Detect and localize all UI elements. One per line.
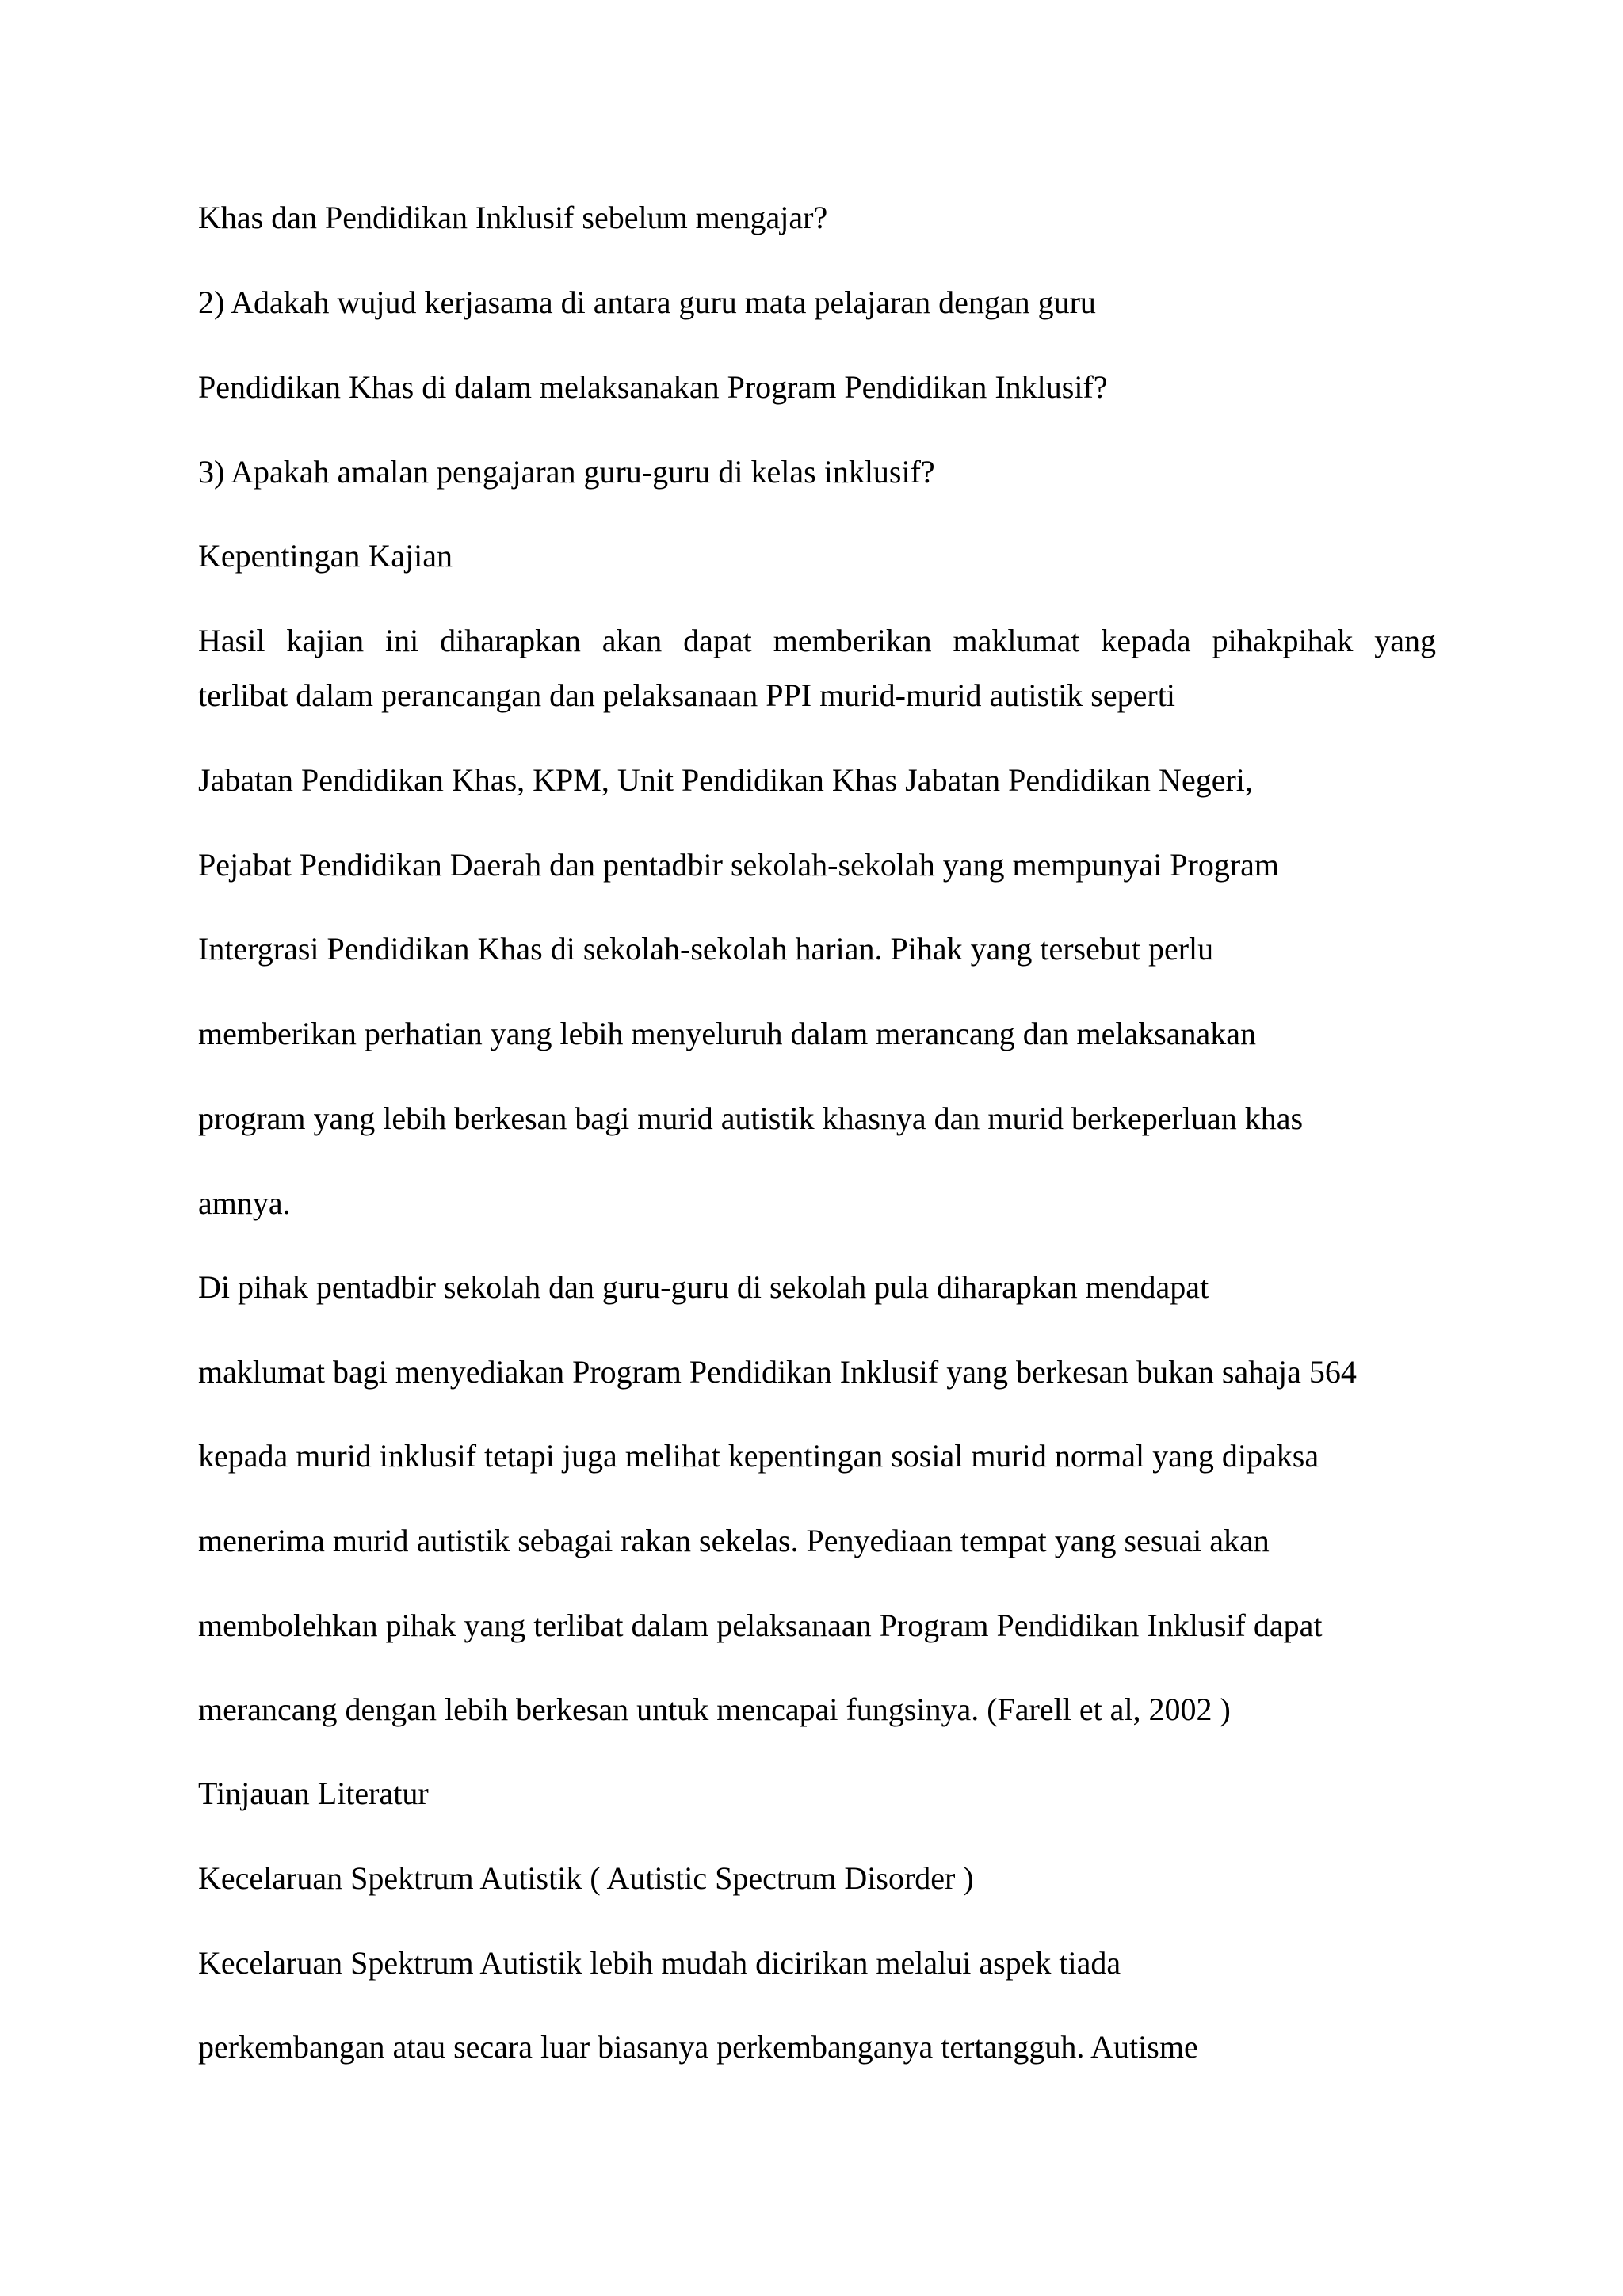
text-line: Jabatan Pendidikan Khas, KPM, Unit Pendidikan Khas Jabatan Pendidikan Negeri,	[198, 762, 1253, 798]
section-heading: Tinjauan Literatur	[198, 1775, 429, 1811]
text-line: maklumat bagi menyediakan Program Pendidikan Inklusif yang berkesan bukan sahaja 564	[198, 1354, 1357, 1390]
text-line: Pejabat Pendidikan Daerah dan pentadbir sekolah-sekolah yang mempunyai Program	[198, 847, 1280, 883]
text-line: 2) Adakah wujud kerjasama di antara guru mata pelajaran dengan guru	[198, 284, 1096, 320]
section-heading: Kepentingan Kajian	[198, 538, 453, 574]
text-line: program yang lebih berkesan bagi murid autistik khasnya dan murid berkeperluan khas	[198, 1100, 1304, 1136]
text-line: Khas dan Pendidikan Inklusif sebelum mengajar?	[198, 200, 828, 235]
text-line: membolehkan pihak yang terlibat dalam pelaksanaan Program Pendidikan Inklusif dapat	[198, 1608, 1323, 1643]
text-line: memberikan perhatian yang lebih menyeluruh dalam merancang dan melaksanakan	[198, 1016, 1257, 1051]
text-line: terlibat dalam perancangan dan pelaksanaan PPI murid-murid autistik seperti	[198, 677, 1175, 713]
subsection-heading: Kecelaruan Spektrum Autistik ( Autistic Spectrum Disorder )	[198, 1860, 974, 1896]
text-line: Di pihak pentadbir sekolah dan guru-guru di sekolah pula diharapkan mendapat	[198, 1269, 1209, 1305]
text-line: kepada murid inklusif tetapi juga melihat kepentingan sosial murid normal yang dipaksa	[198, 1438, 1319, 1474]
text-line: perkembangan atau secara luar biasanya perkembanganya tertangguh. Autisme	[198, 2029, 1198, 2065]
text-line: Hasil kajian ini diharapkan akan dapat memberikan maklumat kepada pihakpihak yang	[198, 623, 1436, 658]
text-line: Kecelaruan Spektrum Autistik lebih mudah dicirikan melalui aspek tiada	[198, 1945, 1121, 1981]
text-line: amnya.	[198, 1185, 291, 1221]
text-line: Intergrasi Pendidikan Khas di sekolah-sekolah harian. Pihak yang tersebut perlu	[198, 931, 1214, 967]
text-line: menerima murid autistik sebagai rakan sekelas. Penyediaan tempat yang sesuai akan	[198, 1523, 1270, 1558]
text-line: 3) Apakah amalan pengajaran guru-guru di kelas inklusif?	[198, 454, 935, 490]
text-line: Pendidikan Khas di dalam melaksanakan Program Pendidikan Inklusif?	[198, 369, 1108, 405]
text-line: merancang dengan lebih berkesan untuk mencapai fungsinya. (Farell et al, 2002 )	[198, 1691, 1231, 1727]
